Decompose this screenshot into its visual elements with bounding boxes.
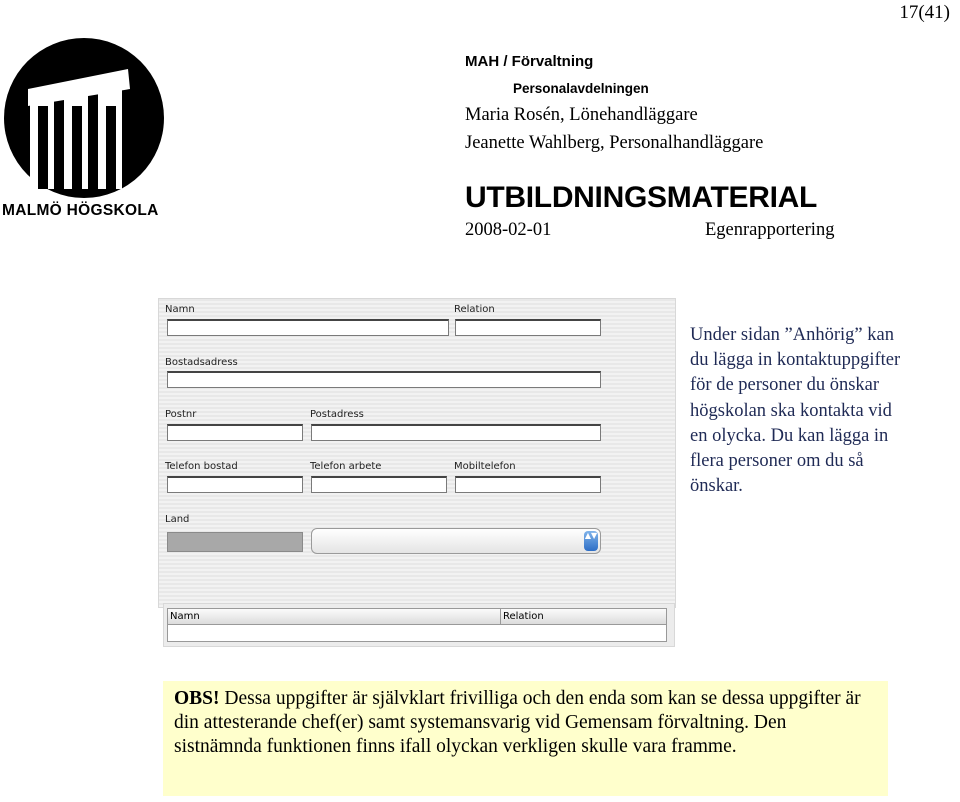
- input-mobiltelefon[interactable]: [455, 476, 601, 493]
- label-bostadsadress: Bostadsadress: [165, 357, 238, 368]
- input-telefon-arbete[interactable]: [311, 476, 447, 493]
- input-postadress[interactable]: [311, 424, 601, 441]
- input-telefon-bostad[interactable]: [167, 476, 303, 493]
- logo-wordmark: MALMÖ HÖGSKOLA: [2, 202, 159, 219]
- input-bostadsadress[interactable]: [167, 371, 601, 388]
- author-2: Jeanette Wahlberg, Personalhandläggare: [465, 133, 764, 153]
- relatives-table: [167, 608, 667, 642]
- malmo-hogskola-logo: [0, 34, 168, 224]
- obs-text: Dessa uppgifter är självklart frivilliga och den enda som kan se dessa uppgifter är din attesterande chef(er) samt systemansvarig vid Gemensam förvaltning. Den sistnämnda funktionen finns ifall olyckan verkligen skulle vara framme.: [174, 688, 861, 757]
- form-screenshot: [158, 298, 676, 608]
- label-land: Land: [165, 514, 190, 525]
- department: MAH / Förvaltning: [465, 53, 594, 70]
- label-telefon-arbete: Telefon arbete: [310, 461, 382, 472]
- label-postadress: Postadress: [310, 409, 364, 420]
- column-header-relation[interactable]: Relation: [501, 609, 666, 625]
- column-header-namn[interactable]: Namn: [168, 609, 501, 625]
- label-mobiltelefon: Mobiltelefon: [454, 461, 516, 472]
- author-1: Maria Rosén, Lönehandläggare: [465, 105, 698, 125]
- label-postnr: Postnr: [165, 409, 197, 420]
- label-namn: Namn: [165, 304, 195, 315]
- input-relation[interactable]: [455, 319, 601, 336]
- label-relation: Relation: [454, 304, 495, 315]
- input-namn[interactable]: [167, 319, 449, 336]
- sub-department: Personalavdelningen: [513, 81, 649, 96]
- input-postnr[interactable]: [167, 424, 303, 441]
- land-select[interactable]: [311, 528, 601, 554]
- document-title: UTBILDNINGSMATERIAL: [465, 181, 818, 214]
- obs-note: [163, 681, 888, 796]
- obs-label: OBS!: [174, 688, 220, 709]
- land-code-field: [167, 532, 303, 552]
- instruction-text: Under sidan ”Anhörig” kan du lägga in kontaktuppgifter för de personer du önskar högskolan ska kontakta vid en olycka. Du kan lägga in flera personer om du så önskar.: [690, 325, 901, 497]
- document-date: 2008-02-01: [465, 220, 552, 240]
- label-telefon-bostad: Telefon bostad: [165, 461, 238, 472]
- document-topic: Egenrapportering: [705, 220, 835, 240]
- relatives-table-screenshot: [163, 603, 675, 647]
- select-arrows-icon: ▲▼: [584, 531, 598, 551]
- page-number: 17(41): [899, 2, 950, 23]
